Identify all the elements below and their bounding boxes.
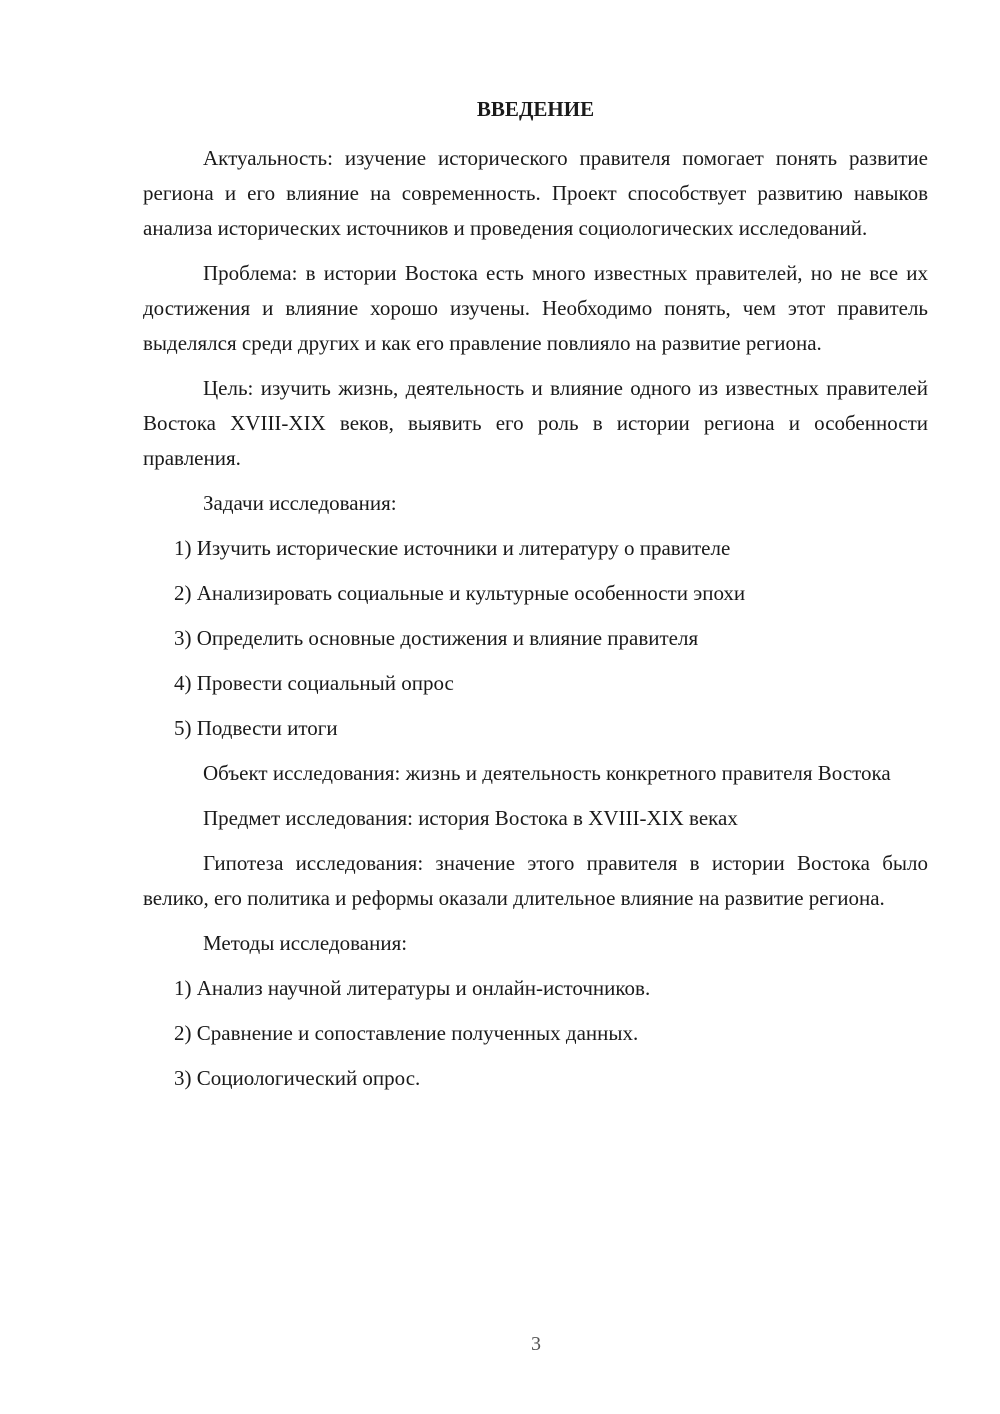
list-item: 5) Подвести итоги [174, 716, 338, 740]
paragraph-subject: Предмет исследования: история Востока в XVIII-XIX веках [203, 806, 738, 830]
document-page [143, 92, 928, 1106]
list-item: 3) Социологический опрос. [174, 1066, 421, 1090]
paragraph-problem: Проблема: в истории Востока есть много известных правителей, но не все их достижения и влияние хорошо изучены. Необходимо понять, чем этот правитель выделялся среди других и как его правление повлияло на развитие региона. [143, 261, 928, 355]
list-item: 1) Анализ научной литературы и онлайн-источников. [174, 976, 651, 1000]
page-title: ВВЕДЕНИЕ [476, 97, 595, 121]
list-item: 1) Изучить исторические источники и литературу о правителе [174, 536, 731, 560]
tasks-list [143, 531, 928, 746]
page-number: 3 [531, 1333, 541, 1355]
list-item: 4) Провести социальный опрос [174, 671, 454, 695]
methods-list [143, 971, 928, 1096]
list-item: 2) Анализировать социальные и культурные особенности эпохи [174, 581, 746, 605]
paragraph-methods-heading: Методы исследования: [203, 931, 408, 955]
paragraph-goal: Цель: изучить жизнь, деятельность и влияние одного из известных правителей Востока XVIII-XIX веков, выявить его роль в истории региона и особенности правления. [143, 376, 928, 470]
list-item: 3) Определить основные достижения и влияние правителя [174, 626, 699, 650]
paragraph-tasks-heading: Задачи исследования: [203, 491, 397, 515]
paragraph-hypothesis: Гипотеза исследования: значение этого правителя в истории Востока было велико, его политика и реформы оказали длительное влияние на развитие региона. [143, 851, 928, 910]
paragraph-object: Объект исследования: жизнь и деятельность конкретного правителя Востока [203, 761, 891, 785]
paragraph-relevance: Актуальность: изучение исторического правителя помогает понять развитие региона и его влияние на современность. Проект способствует развитию навыков анализа исторических источников и проведения социологических исследований. [143, 146, 928, 240]
list-item: 2) Сравнение и сопоставление полученных данных. [174, 1021, 639, 1045]
